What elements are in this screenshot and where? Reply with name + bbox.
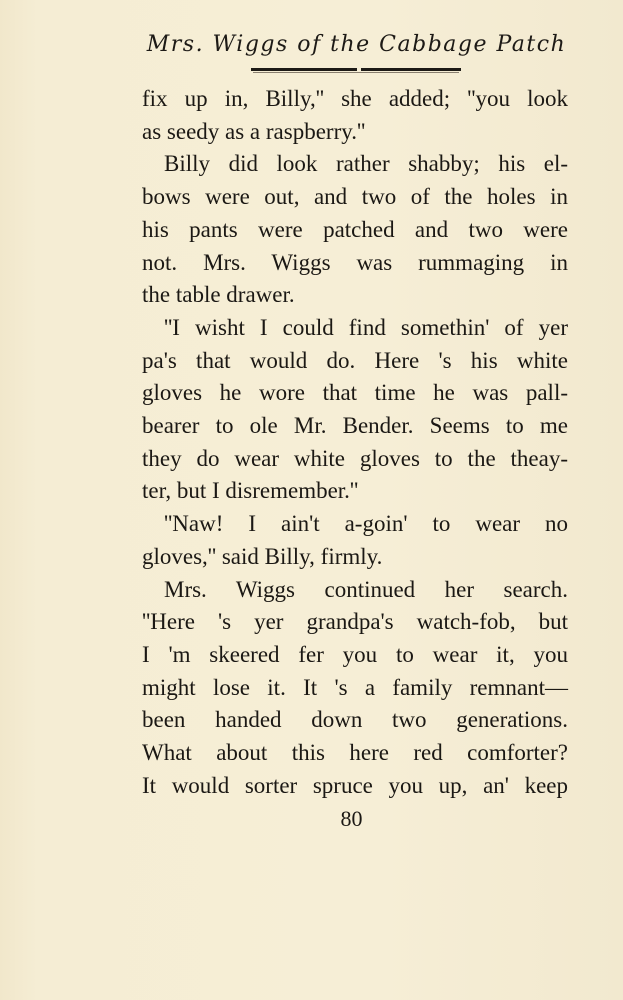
text-line: Billy did look rather shabby; his el- bbox=[164, 151, 568, 177]
text-line: gloves he wore that time he was pall- bbox=[142, 380, 568, 406]
text-line: bearer to ole Mr. Bender. Seems to me bbox=[142, 413, 568, 439]
body-text bbox=[142, 83, 568, 802]
text-line: ''I wisht I could find somethin' of yer bbox=[164, 314, 568, 340]
text-line: pa's that would do. Here 's his white bbox=[142, 347, 568, 373]
page-number: 80 bbox=[340, 806, 363, 831]
text-line: the table drawer. bbox=[142, 282, 295, 308]
text-line: not. Mrs. Wiggs was rummaging in bbox=[142, 249, 568, 275]
text-line: might lose it. It 's a family remnant— bbox=[142, 674, 568, 700]
head-rule-left bbox=[251, 68, 357, 71]
text-line: fix up in, Billy,'' she added; ''you look bbox=[142, 86, 568, 111]
text-line: ter, but I disremember.'' bbox=[142, 478, 359, 504]
text-line: Mrs. Wiggs continued her search. bbox=[164, 576, 568, 602]
text-line: they do wear white gloves to the theay- bbox=[142, 445, 568, 471]
text-line: ''Here 's yer grandpa's watch-fob, but bbox=[142, 609, 568, 635]
head-rule-right bbox=[361, 68, 461, 71]
text-line: his pants were patched and two were bbox=[142, 216, 568, 242]
text-line: bows were out, and two of the holes in bbox=[142, 184, 568, 210]
text-line: gloves,'' said Billy, firmly. bbox=[142, 543, 383, 569]
running-head: Mrs. Wiggs of the Cabbage Patch bbox=[146, 32, 567, 57]
text-line: ''Naw! I ain't a-goin' to wear no bbox=[164, 511, 568, 537]
text-line: What about this here red comforter? bbox=[142, 740, 568, 766]
text-line: It would sorter spruce you up, an' keep bbox=[142, 772, 568, 798]
text-line: as seedy as a raspberry.'' bbox=[142, 118, 366, 144]
text-line: I 'm skeered fer you to wear it, you bbox=[142, 641, 568, 667]
text-line: been handed down two generations. bbox=[142, 707, 568, 733]
head-rule-thin bbox=[253, 72, 459, 73]
